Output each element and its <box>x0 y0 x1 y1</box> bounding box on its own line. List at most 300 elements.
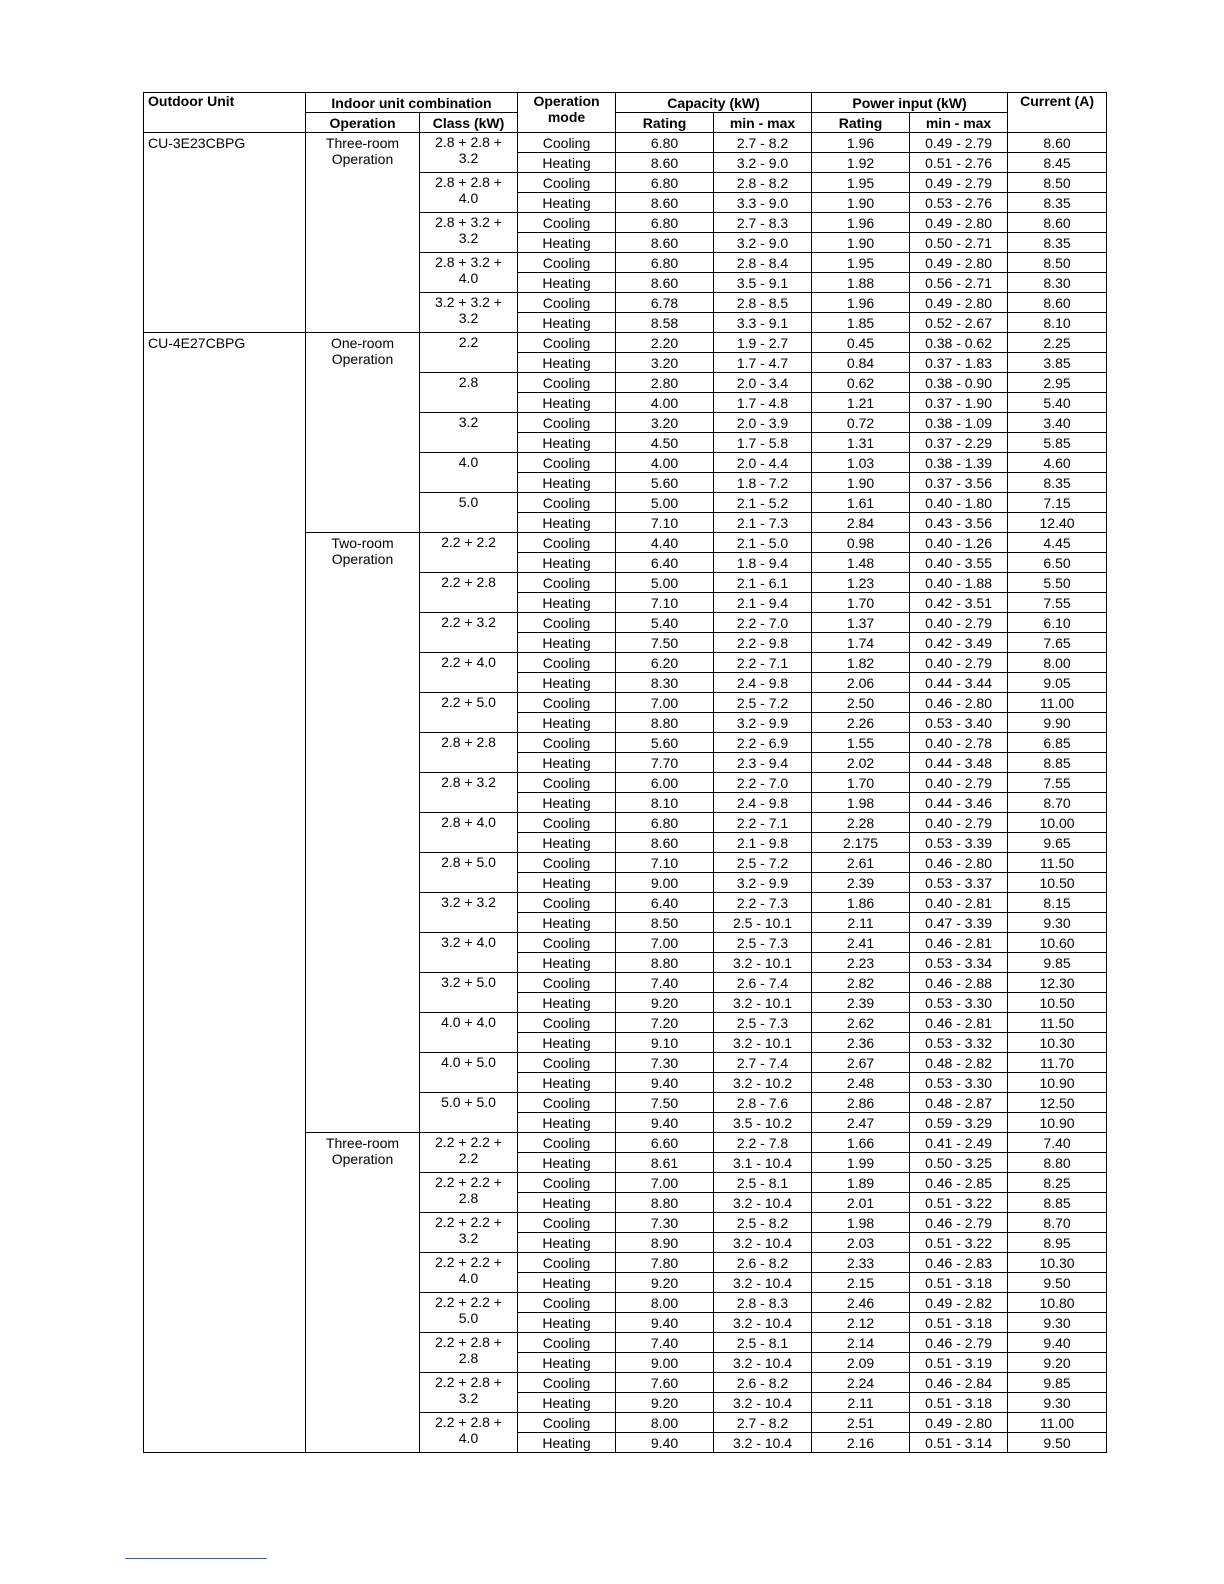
current-cell: 9.30 <box>1008 1393 1107 1413</box>
capacity-range-cell: 2.8 - 7.6 <box>714 1093 812 1113</box>
current-cell: 9.05 <box>1008 673 1107 693</box>
power-range-cell: 0.51 - 3.19 <box>910 1353 1008 1373</box>
power-rating-cell: 1.96 <box>812 133 910 153</box>
capacity-rating-cell: 6.20 <box>616 653 714 673</box>
mode-cell: Heating <box>518 153 616 173</box>
class-cell: 2.2 + 2.8 <box>420 573 518 613</box>
capacity-rating-cell: 6.78 <box>616 293 714 313</box>
capacity-rating-cell: 9.00 <box>616 873 714 893</box>
capacity-rating-cell: 9.10 <box>616 1033 714 1053</box>
mode-cell: Heating <box>518 433 616 453</box>
class-cell: 2.2 <box>420 333 518 373</box>
power-rating-cell: 1.95 <box>812 173 910 193</box>
current-cell: 8.80 <box>1008 1153 1107 1173</box>
current-cell: 7.65 <box>1008 633 1107 653</box>
capacity-rating-cell: 6.60 <box>616 1133 714 1153</box>
capacity-range-cell: 2.8 - 8.2 <box>714 173 812 193</box>
mode-cell: Cooling <box>518 173 616 193</box>
power-rating-cell: 1.88 <box>812 273 910 293</box>
current-cell: 9.50 <box>1008 1433 1107 1453</box>
current-cell: 3.85 <box>1008 353 1107 373</box>
capacity-range-cell: 2.5 - 10.1 <box>714 913 812 933</box>
header-class: Class (kW) <box>420 113 518 133</box>
capacity-range-cell: 2.5 - 8.1 <box>714 1173 812 1193</box>
capacity-rating-cell: 8.60 <box>616 233 714 253</box>
capacity-rating-cell: 7.30 <box>616 1053 714 1073</box>
power-rating-cell: 2.06 <box>812 673 910 693</box>
header-capacity-range: min - max <box>714 113 812 133</box>
header-power-range: min - max <box>910 113 1008 133</box>
mode-cell: Heating <box>518 313 616 333</box>
power-rating-cell: 2.175 <box>812 833 910 853</box>
capacity-range-cell: 2.0 - 3.4 <box>714 373 812 393</box>
power-range-cell: 0.49 - 2.80 <box>910 293 1008 313</box>
power-range-cell: 0.46 - 2.80 <box>910 693 1008 713</box>
mode-cell: Cooling <box>518 893 616 913</box>
capacity-range-cell: 2.8 - 8.5 <box>714 293 812 313</box>
mode-cell: Heating <box>518 513 616 533</box>
capacity-rating-cell: 8.00 <box>616 1413 714 1433</box>
current-cell: 9.65 <box>1008 833 1107 853</box>
capacity-rating-cell: 9.40 <box>616 1113 714 1133</box>
capacity-rating-cell: 8.80 <box>616 953 714 973</box>
power-rating-cell: 2.02 <box>812 753 910 773</box>
class-cell: 2.8 + 2.8 + 3.2 <box>420 133 518 173</box>
class-cell: 3.2 + 4.0 <box>420 933 518 973</box>
header-power-input: Power input (kW) <box>812 93 1008 113</box>
capacity-range-cell: 3.2 - 10.1 <box>714 993 812 1013</box>
power-rating-cell: 1.85 <box>812 313 910 333</box>
capacity-rating-cell: 9.20 <box>616 1273 714 1293</box>
current-cell: 8.35 <box>1008 473 1107 493</box>
mode-cell: Cooling <box>518 333 616 353</box>
power-range-cell: 0.51 - 2.76 <box>910 153 1008 173</box>
spec-table <box>143 92 1107 1453</box>
mode-cell: Cooling <box>518 1013 616 1033</box>
mode-cell: Cooling <box>518 853 616 873</box>
current-cell: 7.15 <box>1008 493 1107 513</box>
capacity-range-cell: 3.2 - 10.4 <box>714 1233 812 1253</box>
current-cell: 8.25 <box>1008 1173 1107 1193</box>
power-rating-cell: 1.99 <box>812 1153 910 1173</box>
power-rating-cell: 2.11 <box>812 1393 910 1413</box>
power-rating-cell: 1.86 <box>812 893 910 913</box>
capacity-range-cell: 2.2 - 7.8 <box>714 1133 812 1153</box>
mode-cell: Heating <box>518 1433 616 1453</box>
class-cell: 2.2 + 2.2 + 2.2 <box>420 1133 518 1173</box>
current-cell: 8.70 <box>1008 1213 1107 1233</box>
power-range-cell: 0.44 - 3.44 <box>910 673 1008 693</box>
power-rating-cell: 1.23 <box>812 573 910 593</box>
outdoor-unit-cell: CU-3E23CBPG <box>144 133 306 333</box>
power-range-cell: 0.51 - 3.22 <box>910 1193 1008 1213</box>
current-cell: 6.10 <box>1008 613 1107 633</box>
mode-cell: Cooling <box>518 1133 616 1153</box>
mode-cell: Heating <box>518 1193 616 1213</box>
capacity-range-cell: 2.2 - 7.0 <box>714 773 812 793</box>
power-range-cell: 0.40 - 1.26 <box>910 533 1008 553</box>
power-range-cell: 0.37 - 2.29 <box>910 433 1008 453</box>
class-cell: 2.2 + 2.8 + 3.2 <box>420 1373 518 1413</box>
class-cell: 3.2 + 3.2 + 3.2 <box>420 293 518 333</box>
capacity-range-cell: 2.6 - 8.2 <box>714 1253 812 1273</box>
capacity-rating-cell: 2.20 <box>616 333 714 353</box>
current-cell: 8.60 <box>1008 133 1107 153</box>
capacity-rating-cell: 8.61 <box>616 1153 714 1173</box>
capacity-range-cell: 3.2 - 10.1 <box>714 1033 812 1053</box>
footnote-rule <box>125 1558 267 1559</box>
power-range-cell: 0.37 - 1.90 <box>910 393 1008 413</box>
header-indoor-combination: Indoor unit combination <box>306 93 518 113</box>
power-range-cell: 0.37 - 1.83 <box>910 353 1008 373</box>
mode-cell: Heating <box>518 1273 616 1293</box>
mode-cell: Heating <box>518 393 616 413</box>
power-rating-cell: 1.92 <box>812 153 910 173</box>
mode-cell: Heating <box>518 793 616 813</box>
mode-cell: Cooling <box>518 293 616 313</box>
capacity-rating-cell: 5.00 <box>616 573 714 593</box>
power-rating-cell: 2.11 <box>812 913 910 933</box>
capacity-range-cell: 2.7 - 8.2 <box>714 133 812 153</box>
mode-cell: Heating <box>518 1153 616 1173</box>
power-range-cell: 0.46 - 2.85 <box>910 1173 1008 1193</box>
capacity-rating-cell: 4.00 <box>616 453 714 473</box>
capacity-rating-cell: 9.20 <box>616 1393 714 1413</box>
power-range-cell: 0.49 - 2.79 <box>910 133 1008 153</box>
power-rating-cell: 2.23 <box>812 953 910 973</box>
class-cell: 2.8 + 2.8 <box>420 733 518 773</box>
mode-cell: Heating <box>518 633 616 653</box>
operation-cell: Two-room Operation <box>306 533 420 1133</box>
capacity-rating-cell: 7.80 <box>616 1253 714 1273</box>
outdoor-unit-cell: CU-4E27CBPG <box>144 333 306 1453</box>
power-range-cell: 0.38 - 0.62 <box>910 333 1008 353</box>
power-rating-cell: 2.62 <box>812 1013 910 1033</box>
current-cell: 10.00 <box>1008 813 1107 833</box>
power-range-cell: 0.40 - 2.79 <box>910 613 1008 633</box>
mode-cell: Cooling <box>518 453 616 473</box>
table-row <box>144 133 1107 153</box>
capacity-range-cell: 2.0 - 3.9 <box>714 413 812 433</box>
capacity-range-cell: 2.7 - 8.2 <box>714 1413 812 1433</box>
power-range-cell: 0.49 - 2.80 <box>910 253 1008 273</box>
power-range-cell: 0.50 - 2.71 <box>910 233 1008 253</box>
capacity-range-cell: 3.2 - 10.4 <box>714 1393 812 1413</box>
operation-cell: One-room Operation <box>306 333 420 533</box>
capacity-range-cell: 3.3 - 9.1 <box>714 313 812 333</box>
class-cell: 2.2 + 2.8 + 2.8 <box>420 1333 518 1373</box>
current-cell: 4.45 <box>1008 533 1107 553</box>
power-rating-cell: 2.48 <box>812 1073 910 1093</box>
capacity-range-cell: 2.1 - 6.1 <box>714 573 812 593</box>
class-cell: 4.0 + 5.0 <box>420 1053 518 1093</box>
power-range-cell: 0.46 - 2.79 <box>910 1333 1008 1353</box>
class-cell: 5.0 + 5.0 <box>420 1093 518 1133</box>
power-rating-cell: 2.16 <box>812 1433 910 1453</box>
class-cell: 5.0 <box>420 493 518 533</box>
capacity-range-cell: 3.3 - 9.0 <box>714 193 812 213</box>
current-cell: 12.40 <box>1008 513 1107 533</box>
power-rating-cell: 2.03 <box>812 1233 910 1253</box>
current-cell: 10.30 <box>1008 1253 1107 1273</box>
header-operation: Operation <box>306 113 420 133</box>
power-range-cell: 0.44 - 3.46 <box>910 793 1008 813</box>
class-cell: 2.8 + 3.2 + 4.0 <box>420 253 518 293</box>
capacity-range-cell: 2.0 - 4.4 <box>714 453 812 473</box>
power-rating-cell: 1.90 <box>812 233 910 253</box>
header-capacity: Capacity (kW) <box>616 93 812 113</box>
mode-cell: Cooling <box>518 493 616 513</box>
current-cell: 8.95 <box>1008 1233 1107 1253</box>
mode-cell: Heating <box>518 353 616 373</box>
power-rating-cell: 1.37 <box>812 613 910 633</box>
mode-cell: Cooling <box>518 613 616 633</box>
capacity-range-cell: 3.2 - 9.0 <box>714 233 812 253</box>
capacity-rating-cell: 3.20 <box>616 353 714 373</box>
capacity-rating-cell: 9.20 <box>616 993 714 1013</box>
mode-cell: Heating <box>518 233 616 253</box>
mode-cell: Cooling <box>518 253 616 273</box>
current-cell: 10.90 <box>1008 1113 1107 1133</box>
power-range-cell: 0.40 - 2.79 <box>910 813 1008 833</box>
current-cell: 8.70 <box>1008 793 1107 813</box>
current-cell: 9.90 <box>1008 713 1107 733</box>
class-cell: 3.2 + 3.2 <box>420 893 518 933</box>
current-cell: 5.85 <box>1008 433 1107 453</box>
mode-cell: Cooling <box>518 373 616 393</box>
capacity-rating-cell: 9.40 <box>616 1073 714 1093</box>
mode-cell: Heating <box>518 673 616 693</box>
current-cell: 8.50 <box>1008 253 1107 273</box>
capacity-range-cell: 3.2 - 10.2 <box>714 1073 812 1093</box>
capacity-range-cell: 2.5 - 7.2 <box>714 693 812 713</box>
current-cell: 10.50 <box>1008 993 1107 1013</box>
power-rating-cell: 1.66 <box>812 1133 910 1153</box>
current-cell: 8.35 <box>1008 233 1107 253</box>
class-cell: 2.2 + 2.2 + 3.2 <box>420 1213 518 1253</box>
power-rating-cell: 1.82 <box>812 653 910 673</box>
power-rating-cell: 2.33 <box>812 1253 910 1273</box>
mode-cell: Cooling <box>518 133 616 153</box>
current-cell: 8.85 <box>1008 753 1107 773</box>
power-range-cell: 0.59 - 3.29 <box>910 1113 1008 1133</box>
current-cell: 7.40 <box>1008 1133 1107 1153</box>
class-cell: 4.0 + 4.0 <box>420 1013 518 1053</box>
capacity-rating-cell: 5.00 <box>616 493 714 513</box>
power-range-cell: 0.46 - 2.84 <box>910 1373 1008 1393</box>
power-rating-cell: 1.89 <box>812 1173 910 1193</box>
capacity-range-cell: 2.1 - 9.4 <box>714 593 812 613</box>
capacity-rating-cell: 5.60 <box>616 733 714 753</box>
current-cell: 10.30 <box>1008 1033 1107 1053</box>
power-range-cell: 0.40 - 2.81 <box>910 893 1008 913</box>
power-rating-cell: 2.01 <box>812 1193 910 1213</box>
capacity-rating-cell: 7.00 <box>616 933 714 953</box>
class-cell: 2.8 <box>420 373 518 413</box>
mode-cell: Heating <box>518 713 616 733</box>
capacity-range-cell: 2.1 - 5.2 <box>714 493 812 513</box>
power-rating-cell: 1.55 <box>812 733 910 753</box>
capacity-range-cell: 2.6 - 8.2 <box>714 1373 812 1393</box>
capacity-range-cell: 3.2 - 9.9 <box>714 713 812 733</box>
capacity-rating-cell: 9.40 <box>616 1433 714 1453</box>
class-cell: 2.2 + 2.2 + 5.0 <box>420 1293 518 1333</box>
capacity-rating-cell: 5.60 <box>616 473 714 493</box>
capacity-range-cell: 3.1 - 10.4 <box>714 1153 812 1173</box>
current-cell: 11.00 <box>1008 1413 1107 1433</box>
current-cell: 10.80 <box>1008 1293 1107 1313</box>
mode-cell: Cooling <box>518 1213 616 1233</box>
mode-cell: Cooling <box>518 933 616 953</box>
mode-cell: Heating <box>518 193 616 213</box>
mode-cell: Heating <box>518 913 616 933</box>
current-cell: 9.85 <box>1008 1373 1107 1393</box>
current-cell: 8.50 <box>1008 173 1107 193</box>
mode-cell: Heating <box>518 1393 616 1413</box>
power-range-cell: 0.42 - 3.51 <box>910 593 1008 613</box>
power-rating-cell: 2.36 <box>812 1033 910 1053</box>
power-rating-cell: 1.74 <box>812 633 910 653</box>
power-range-cell: 0.40 - 2.79 <box>910 653 1008 673</box>
capacity-rating-cell: 4.50 <box>616 433 714 453</box>
capacity-range-cell: 3.2 - 10.1 <box>714 953 812 973</box>
power-rating-cell: 2.51 <box>812 1413 910 1433</box>
power-rating-cell: 2.61 <box>812 853 910 873</box>
mode-cell: Cooling <box>518 213 616 233</box>
power-range-cell: 0.41 - 2.49 <box>910 1133 1008 1153</box>
mode-cell: Heating <box>518 953 616 973</box>
capacity-rating-cell: 7.70 <box>616 753 714 773</box>
power-rating-cell: 1.21 <box>812 393 910 413</box>
power-range-cell: 0.43 - 3.56 <box>910 513 1008 533</box>
capacity-rating-cell: 7.00 <box>616 693 714 713</box>
mode-cell: Cooling <box>518 1413 616 1433</box>
class-cell: 3.2 + 5.0 <box>420 973 518 1013</box>
power-rating-cell: 2.24 <box>812 1373 910 1393</box>
power-rating-cell: 2.09 <box>812 1353 910 1373</box>
capacity-range-cell: 2.6 - 7.4 <box>714 973 812 993</box>
capacity-rating-cell: 6.80 <box>616 173 714 193</box>
power-rating-cell: 1.48 <box>812 553 910 573</box>
capacity-range-cell: 2.3 - 9.4 <box>714 753 812 773</box>
power-range-cell: 0.49 - 2.82 <box>910 1293 1008 1313</box>
capacity-rating-cell: 8.00 <box>616 1293 714 1313</box>
current-cell: 12.30 <box>1008 973 1107 993</box>
table-body <box>144 133 1107 1453</box>
power-rating-cell: 2.39 <box>812 873 910 893</box>
current-cell: 2.95 <box>1008 373 1107 393</box>
capacity-rating-cell: 8.60 <box>616 153 714 173</box>
class-cell: 2.2 + 2.8 + 4.0 <box>420 1413 518 1453</box>
power-rating-cell: 1.96 <box>812 213 910 233</box>
mode-cell: Heating <box>518 993 616 1013</box>
class-cell: 2.2 + 2.2 + 2.8 <box>420 1173 518 1213</box>
current-cell: 8.45 <box>1008 153 1107 173</box>
power-range-cell: 0.51 - 3.18 <box>910 1273 1008 1293</box>
capacity-range-cell: 1.9 - 2.7 <box>714 333 812 353</box>
power-range-cell: 0.46 - 2.81 <box>910 1013 1008 1033</box>
capacity-rating-cell: 9.40 <box>616 1313 714 1333</box>
current-cell: 8.85 <box>1008 1193 1107 1213</box>
mode-cell: Heating <box>518 273 616 293</box>
header-current: Current (A) <box>1008 93 1107 133</box>
capacity-range-cell: 2.1 - 9.8 <box>714 833 812 853</box>
capacity-rating-cell: 2.80 <box>616 373 714 393</box>
capacity-range-cell: 3.2 - 10.4 <box>714 1193 812 1213</box>
capacity-rating-cell: 7.30 <box>616 1213 714 1233</box>
mode-cell: Cooling <box>518 813 616 833</box>
current-cell: 3.40 <box>1008 413 1107 433</box>
capacity-range-cell: 2.1 - 5.0 <box>714 533 812 553</box>
mode-cell: Cooling <box>518 973 616 993</box>
mode-cell: Cooling <box>518 573 616 593</box>
power-rating-cell: 1.03 <box>812 453 910 473</box>
class-cell: 2.2 + 2.2 + 4.0 <box>420 1253 518 1293</box>
mode-cell: Cooling <box>518 1093 616 1113</box>
capacity-rating-cell: 8.80 <box>616 1193 714 1213</box>
current-cell: 9.20 <box>1008 1353 1107 1373</box>
class-cell: 3.2 <box>420 413 518 453</box>
power-range-cell: 0.49 - 2.80 <box>910 213 1008 233</box>
capacity-range-cell: 3.2 - 9.9 <box>714 873 812 893</box>
power-range-cell: 0.49 - 2.79 <box>910 173 1008 193</box>
mode-cell: Cooling <box>518 1333 616 1353</box>
current-cell: 10.50 <box>1008 873 1107 893</box>
power-rating-cell: 1.70 <box>812 593 910 613</box>
power-rating-cell: 0.62 <box>812 373 910 393</box>
capacity-rating-cell: 7.10 <box>616 853 714 873</box>
power-rating-cell: 1.31 <box>812 433 910 453</box>
power-rating-cell: 2.39 <box>812 993 910 1013</box>
capacity-rating-cell: 8.60 <box>616 833 714 853</box>
capacity-range-cell: 1.8 - 7.2 <box>714 473 812 493</box>
current-cell: 6.50 <box>1008 553 1107 573</box>
power-rating-cell: 1.90 <box>812 193 910 213</box>
capacity-rating-cell: 6.40 <box>616 553 714 573</box>
operation-cell: Three-room Operation <box>306 133 420 333</box>
current-cell: 9.30 <box>1008 1313 1107 1333</box>
header-capacity-rating: Rating <box>616 113 714 133</box>
capacity-rating-cell: 3.20 <box>616 413 714 433</box>
current-cell: 7.55 <box>1008 593 1107 613</box>
operation-cell: Three-room Operation <box>306 1133 420 1453</box>
power-rating-cell: 1.98 <box>812 793 910 813</box>
power-range-cell: 0.53 - 2.76 <box>910 193 1008 213</box>
capacity-range-cell: 2.7 - 7.4 <box>714 1053 812 1073</box>
mode-cell: Heating <box>518 473 616 493</box>
power-range-cell: 0.49 - 2.80 <box>910 1413 1008 1433</box>
power-range-cell: 0.40 - 2.78 <box>910 733 1008 753</box>
capacity-rating-cell: 5.40 <box>616 613 714 633</box>
power-rating-cell: 1.90 <box>812 473 910 493</box>
mode-cell: Cooling <box>518 693 616 713</box>
power-range-cell: 0.53 - 3.34 <box>910 953 1008 973</box>
power-rating-cell: 1.95 <box>812 253 910 273</box>
current-cell: 4.60 <box>1008 453 1107 473</box>
mode-cell: Heating <box>518 1033 616 1053</box>
mode-cell: Heating <box>518 593 616 613</box>
current-cell: 5.40 <box>1008 393 1107 413</box>
power-rating-cell: 2.67 <box>812 1053 910 1073</box>
current-cell: 9.85 <box>1008 953 1107 973</box>
capacity-range-cell: 2.2 - 7.0 <box>714 613 812 633</box>
capacity-rating-cell: 6.80 <box>616 133 714 153</box>
capacity-rating-cell: 8.50 <box>616 913 714 933</box>
power-rating-cell: 1.96 <box>812 293 910 313</box>
capacity-range-cell: 3.2 - 10.4 <box>714 1353 812 1373</box>
capacity-range-cell: 2.5 - 8.2 <box>714 1213 812 1233</box>
capacity-range-cell: 2.2 - 9.8 <box>714 633 812 653</box>
